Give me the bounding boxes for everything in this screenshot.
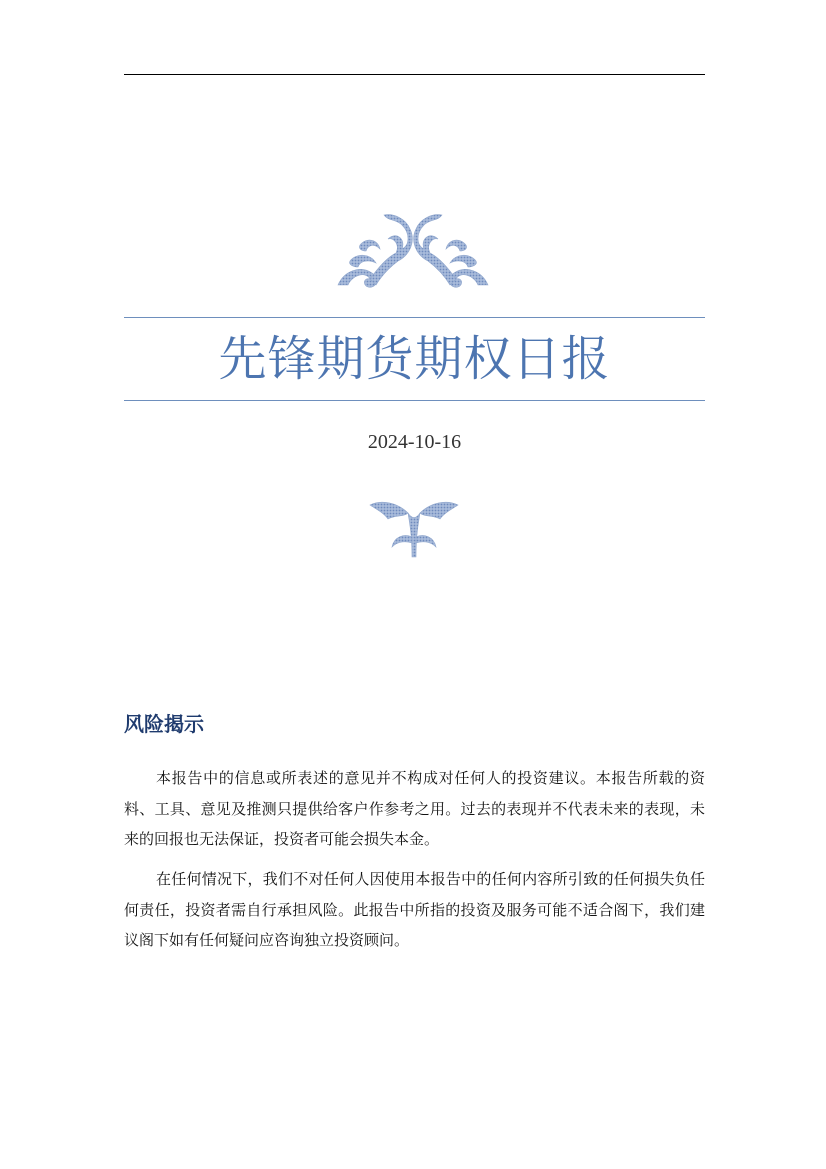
risk-paragraph-2: 在任何情况下，我们不对任何人因使用本报告中的任何内容所引致的任何损失负任何责任，投资者需自行承担风险。此报告中所指的投资及服务可能不适合阁下，我们建议阁下如有任何疑问应咨询独立投资顾问。 xyxy=(124,870,705,949)
risk-paragraph-1: 本报告中的信息或所表述的意见并不构成对任何人的投资建议。本报告所载的资料、工具、意见及推测只提供给客户作参考之用。过去的表现并不代表未来的表现，未来的回报也无法保证，投资者可能会损失本金。 xyxy=(124,769,705,848)
floral-flourish-icon xyxy=(330,205,496,297)
document-title: 先锋期货期权日报 xyxy=(218,331,611,387)
header-rule xyxy=(124,74,705,75)
risk-section-heading: 风险揭示 xyxy=(124,712,204,736)
leaf-flourish-icon xyxy=(368,497,460,559)
title-top-rule xyxy=(124,317,705,318)
report-date: 2024-10-16 xyxy=(367,431,462,453)
title-bottom-rule xyxy=(124,400,705,401)
